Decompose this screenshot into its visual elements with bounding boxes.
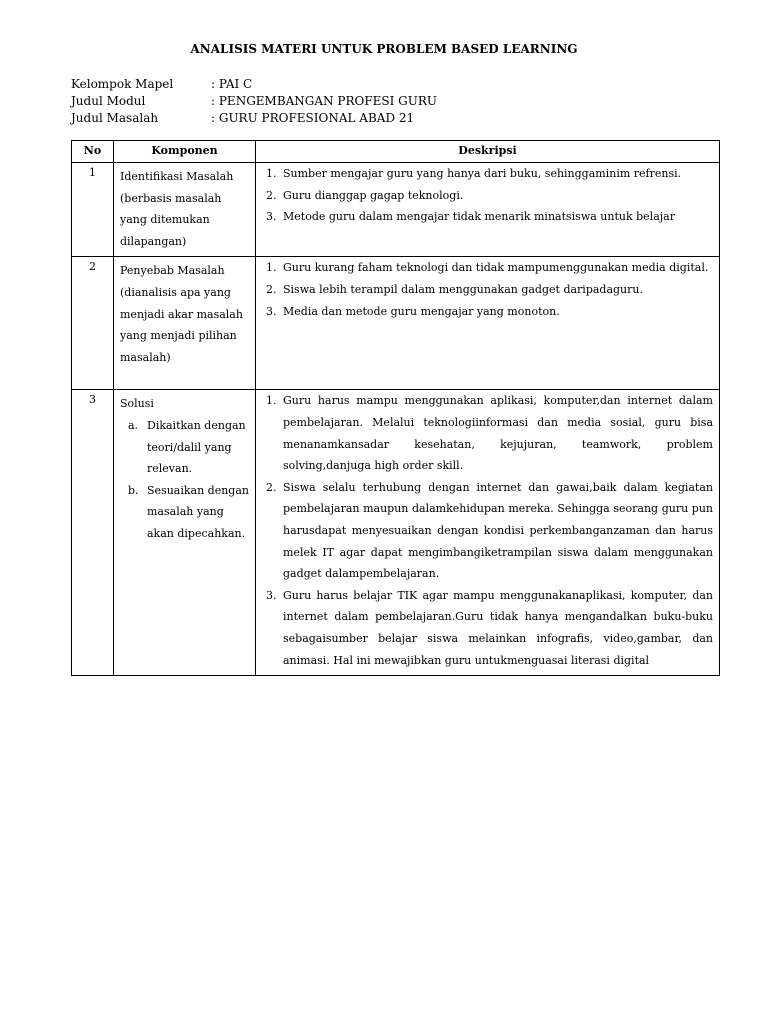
component-cell: Penyebab Masalah (dianalisis apa yang menjadi akar masalah yang menjadi pilihan masalah): [114, 257, 256, 390]
list-item: [262, 279, 713, 301]
analysis-table: [71, 140, 720, 676]
description-list: [262, 163, 713, 228]
item-number: 3.: [266, 304, 277, 318]
list-item: [262, 206, 713, 228]
document-title: ANALISIS MATERI UNTUK PROBLEM BASED LEARNING: [190, 42, 578, 56]
item-number: 1.: [266, 167, 277, 180]
component-heading: Solusi: [120, 397, 154, 411]
item-text: Guru harus mampu menggunakan aplikasi, komputer,dan internet dalam pembelajaran. Melalui teknologiinformasi dan media sosial, guru bisa menanamkansadar kesehatan, kejujuran, teamwork, problem solving,danjuga high order skill.: [283, 394, 713, 473]
table-row: [72, 390, 720, 676]
table-row: [72, 163, 720, 257]
description-list: [262, 390, 713, 671]
row-number: 1: [72, 163, 114, 257]
item-text: Sesuaikan dengan masalah yang akan dipecahkan.: [147, 483, 249, 540]
item-text: Siswa lebih terampil dalam menggunakan gadget daripadaguru.: [283, 282, 643, 296]
item-text: Guru harus belajar TIK agar mampu menggunakanaplikasi, komputer, dan internet dalam pembelajaran.Guru tidak hanya mengandalkan buku-buku sebagaisumber belajar siswa melainkan infografis, video,gambar, dan animasi. Hal ini mewajibkan guru untukmenguasai literasi digital: [283, 588, 713, 667]
item-text: Metode guru dalam mengajar tidak menarik minatsiswa untuk belajar: [283, 210, 675, 224]
item-text: Media dan metode guru mengajar yang monoton.: [283, 304, 560, 318]
document-meta: [71, 76, 437, 127]
item-text: Sumber mengajar guru yang hanya dari buku, sehinggaminim refrensi.: [283, 167, 682, 180]
meta-label: Judul Masalah: [71, 111, 159, 125]
item-number: 1.: [266, 394, 277, 408]
row-number: 2: [72, 257, 114, 390]
row-number: 3: [72, 390, 114, 676]
item-text: Guru dianggap gagap teknologi.: [283, 188, 464, 202]
meta-label: Judul Modul: [71, 94, 146, 108]
meta-value: : GURU PROFESIONAL ABAD 21: [211, 111, 415, 125]
list-item: [262, 257, 713, 279]
meta-row-judul-modul: [71, 93, 437, 110]
description-cell: [256, 390, 720, 676]
component-cell: [114, 390, 256, 676]
item-number: 2.: [266, 188, 277, 202]
item-number: 3.: [266, 210, 277, 224]
list-item: [120, 480, 249, 545]
table-header-row: [72, 141, 720, 163]
item-number: 2.: [266, 480, 277, 494]
item-text: Dikaitkan dengan teori/dalil yang relevan.: [147, 418, 246, 476]
item-number: 2.: [266, 282, 277, 296]
header-deskripsi: Deskripsi: [256, 141, 720, 163]
item-text: Guru kurang faham teknologi dan tidak mampumenggunakan media digital.: [283, 261, 709, 275]
list-item: [262, 163, 713, 185]
item-letter: b.: [128, 483, 139, 497]
meta-value: : PENGEMBANGAN PROFESI GURU: [211, 94, 438, 108]
item-number: 1.: [266, 261, 277, 275]
component-cell: Identifikasi Masalah (berbasis masalah yang ditemukan dilapangan): [114, 163, 256, 257]
meta-row-judul-masalah: [71, 110, 437, 127]
header-no: No: [72, 141, 114, 163]
list-item: [262, 301, 713, 323]
list-item: [262, 477, 713, 585]
list-item: [262, 585, 713, 671]
item-letter: a.: [128, 418, 139, 432]
description-cell: [256, 163, 720, 257]
description-list: [262, 257, 713, 322]
list-item: [262, 390, 713, 476]
meta-label: Kelompok Mapel: [71, 77, 174, 91]
meta-row-kelompok-mapel: [71, 76, 437, 93]
item-text: Siswa selalu terhubung dengan internet dan gawai,baik dalam kegiatan pembelajaran maupun dalamkehidupan mereka. Sehingga seorang guru pun harusdapat menyesuaikan dengan kondisi perkembanganzaman dan harus melek IT agar dapat mengimbangiketrampilan siswa dalam menggunakan gadget dalampembelajaran.: [283, 480, 713, 581]
solution-sub-list: [120, 415, 249, 545]
list-item: [262, 185, 713, 207]
table-row: [72, 257, 720, 390]
header-komponen: Komponen: [114, 141, 256, 163]
item-number: 3.: [266, 588, 277, 602]
description-cell: [256, 257, 720, 390]
list-item: [120, 415, 249, 480]
meta-value: : PAI C: [211, 77, 253, 91]
